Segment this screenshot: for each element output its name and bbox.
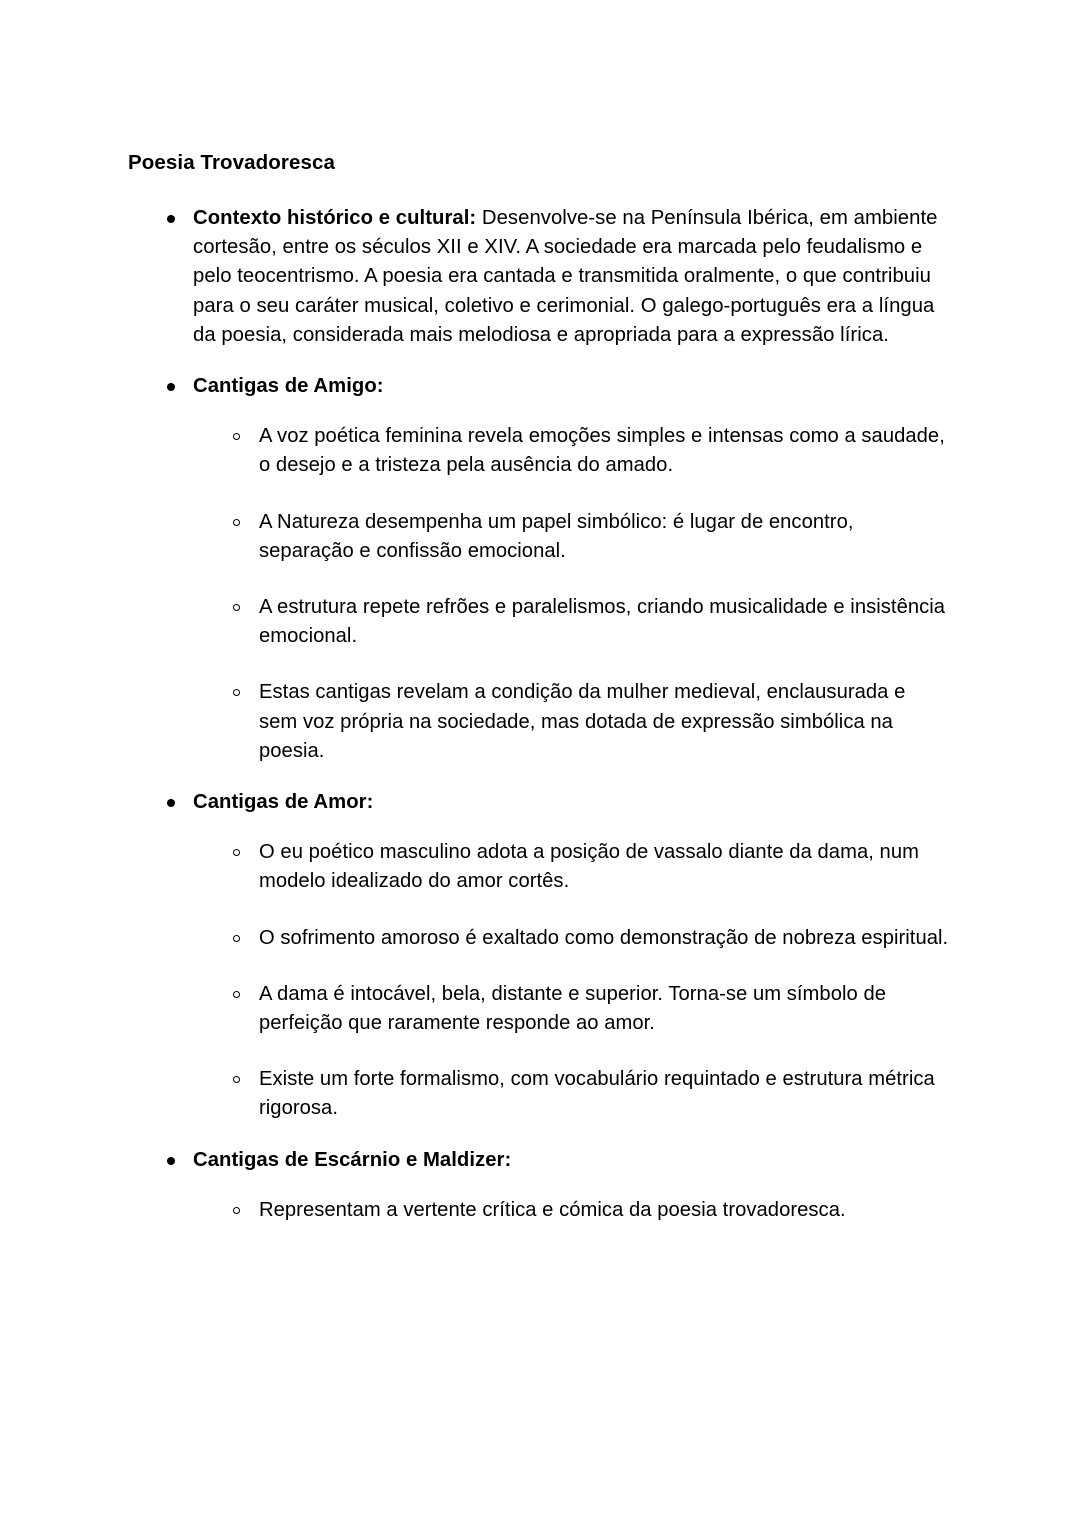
circle-bullet-icon (233, 689, 240, 696)
sublist-item (193, 980, 960, 1038)
sublist-item-text: A voz poética feminina revela emoções simples e intensas como a saudade, o desejo e a tristeza pela ausência do amado. (259, 425, 945, 477)
sublist-item (193, 924, 960, 953)
outline-list (128, 204, 960, 1225)
list-item-lead: Cantigas de Amor: (193, 791, 374, 814)
circle-bullet-icon (233, 935, 240, 942)
sublist-item-text: Existe um forte formalismo, com vocabulário requintado e estrutura métrica rigorosa. (259, 1068, 935, 1120)
list-item-text (193, 204, 950, 350)
list-item-contexto (128, 204, 960, 350)
list-item-body: Desenvolve-se na Península Ibérica, em ambiente cortesão, entre os séculos XII e XIV. A sociedade era marcada pelo feudalismo e pelo teocentrismo. A poesia era cantada e transmitida oralmente, o que contribuiu para o seu caráter musical, coletivo e cerimonial. O galego-português era a língua da poesia, considerada mais melodiosa e apropriada para a expressão lírica. (193, 207, 938, 346)
circle-bullet-icon (233, 849, 240, 856)
sublist-cantigas-de-escarnio (193, 1196, 960, 1225)
sublist-item-text: Estas cantigas revelam a condição da mulher medieval, enclausurada e sem voz própria na sociedade, mas dotada de expressão simbólica na poesia. (259, 681, 906, 762)
list-item-cantigas-de-amigo (128, 372, 960, 766)
sublist-item (193, 1196, 960, 1225)
list-item-cantigas-de-escarnio (128, 1146, 960, 1225)
sublist-item (193, 508, 960, 566)
list-item-lead: Contexto histórico e cultural: (193, 207, 477, 229)
disc-bullet-icon (167, 799, 175, 807)
sublist-item-text: O sofrimento amoroso é exaltado como demonstração de nobreza espiritual. (259, 926, 949, 949)
sublist-item (193, 838, 960, 896)
sublist-item-text: Representam a vertente crítica e cómica da poesia trovadoresca. (259, 1198, 846, 1221)
disc-bullet-icon (167, 1157, 175, 1165)
sublist-item (193, 422, 960, 480)
page-title: Poesia Trovadoresca (128, 151, 336, 174)
sublist-cantigas-de-amor (193, 838, 960, 1123)
list-item-lead: Cantigas de Amigo: (193, 375, 384, 398)
circle-bullet-icon (233, 1207, 240, 1214)
sublist-cantigas-de-amigo (193, 422, 960, 766)
disc-bullet-icon (167, 383, 175, 391)
circle-bullet-icon (233, 1076, 240, 1083)
sublist-item-text: A estrutura repete refrões e paralelismos, criando musicalidade e insistência emocional. (259, 596, 946, 648)
sublist-item (193, 678, 960, 766)
sublist-item (193, 1065, 960, 1123)
circle-bullet-icon (233, 604, 240, 611)
circle-bullet-icon (233, 991, 240, 998)
disc-bullet-icon (167, 215, 175, 223)
list-item-cantigas-de-amor (128, 788, 960, 1124)
list-item-lead: Cantigas de Escárnio e Maldizer: (193, 1148, 512, 1171)
sublist-item (193, 593, 960, 651)
circle-bullet-icon (233, 519, 240, 526)
sublist-item-text: A Natureza desempenha um papel simbólico: é lugar de encontro, separação e confissão emocional. (259, 510, 854, 562)
sublist-item-text: O eu poético masculino adota a posição de vassalo diante da dama, num modelo idealizado do amor cortês. (259, 841, 919, 893)
sublist-item-text: A dama é intocável, bela, distante e superior. Torna-se um símbolo de perfeição que raramente responde ao amor. (259, 982, 887, 1035)
circle-bullet-icon (233, 433, 240, 440)
